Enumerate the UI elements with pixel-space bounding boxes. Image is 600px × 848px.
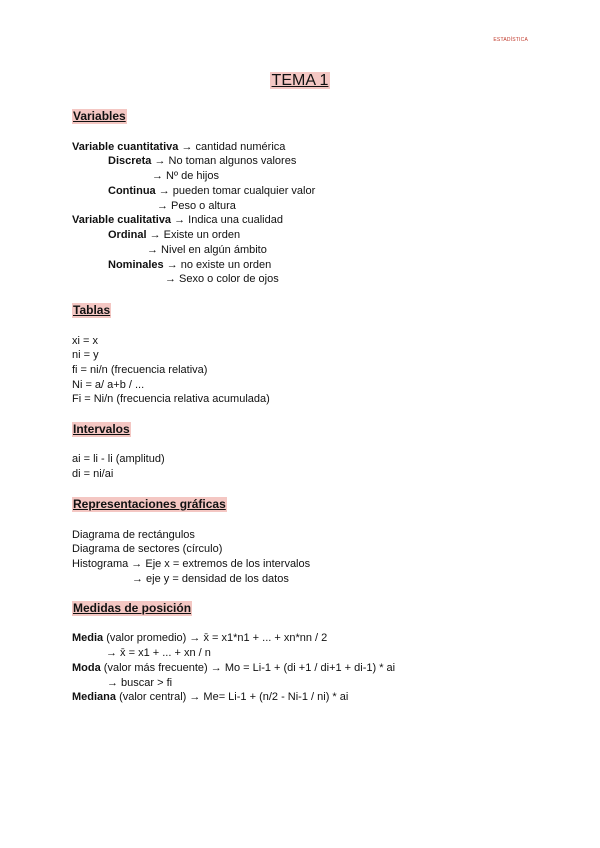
term: Variable cuantitativa — [72, 141, 179, 153]
desc: → pueden tomar cualquier valor — [155, 185, 316, 197]
term: Nominales — [108, 259, 164, 271]
representaciones-line: Diagrama de rectángulos — [72, 529, 195, 541]
representaciones-line: Histograma → Eje x = extremos de los intervalos — [72, 558, 311, 570]
media-line — [72, 631, 327, 645]
section-heading-tablas: Tablas — [73, 303, 111, 317]
continua-example: → Peso o altura — [157, 200, 236, 212]
mediana-line — [72, 690, 348, 704]
representaciones-line: Diagrama de sectores (círculo) — [72, 543, 223, 555]
section-heading-variables: Variables — [73, 109, 126, 123]
nominales-line — [108, 258, 271, 272]
representaciones-line: → eje y = densidad de los datos — [132, 573, 289, 585]
discreta-example: → Nº de hijos — [152, 170, 219, 182]
section-heading-representaciones: Representaciones gráficas — [73, 497, 226, 511]
tablas-line: xi = x — [72, 335, 98, 347]
intervalos-line: ai = li - li (amplitud) — [72, 453, 165, 465]
moda-line-2: → buscar > fi — [107, 677, 173, 689]
ordinal-line — [108, 228, 240, 242]
desc: → no existe un orden — [163, 259, 272, 271]
term: Media — [72, 632, 104, 644]
term: Mediana — [72, 691, 117, 703]
page-title: TEMA 1 — [271, 72, 329, 89]
desc: (valor más frecuente) → Mo = Li-1 + (di +1 / di+1 + di-1) * ai — [100, 662, 396, 674]
continua-line — [108, 184, 315, 198]
variable-cuantitativa-line — [72, 140, 285, 154]
tablas-line: Ni = a/ a+b / ... — [72, 379, 145, 391]
term: Moda — [72, 662, 101, 674]
desc: → No toman algunos valores — [151, 155, 297, 167]
term: Discreta — [108, 155, 152, 167]
intervalos-line: di = ni/ai — [72, 468, 114, 480]
section-heading-medidas: Medidas de posición — [73, 601, 192, 615]
discreta-line — [108, 154, 296, 168]
term: Variable cualitativa — [72, 214, 172, 226]
section-heading-intervalos: Intervalos — [73, 422, 130, 436]
desc: (valor central) → Me= Li-1 + (n/2 - Ni-1 / ni) * ai — [116, 691, 349, 703]
desc: → cantidad numérica — [178, 141, 286, 153]
nominales-example: → Sexo o color de ojos — [165, 273, 279, 285]
tablas-line: ni = y — [72, 349, 99, 361]
term: Ordinal — [108, 229, 147, 241]
term: Continua — [108, 185, 156, 197]
tablas-line: Fi = Ni/n (frecuencia relativa acumulada) — [72, 393, 270, 405]
desc: → Existe un orden — [146, 229, 241, 241]
desc: (valor promedio) → x̄ = x1*n1 + ... + xn*nn / 2 — [103, 632, 328, 644]
tablas-line: fi = ni/n (frecuencia relativa) — [72, 364, 208, 376]
header-tag: ESTADÍSTICA — [493, 37, 528, 43]
page-title-wrap — [0, 72, 600, 90]
ordinal-example: → Nivel en algún ámbito — [147, 244, 267, 256]
desc: → Indica una cualidad — [171, 214, 283, 226]
moda-line — [72, 661, 395, 675]
media-line-2: → x̄ = x1 + ... + xn / n — [106, 647, 211, 659]
variable-cualitativa-line — [72, 213, 283, 227]
